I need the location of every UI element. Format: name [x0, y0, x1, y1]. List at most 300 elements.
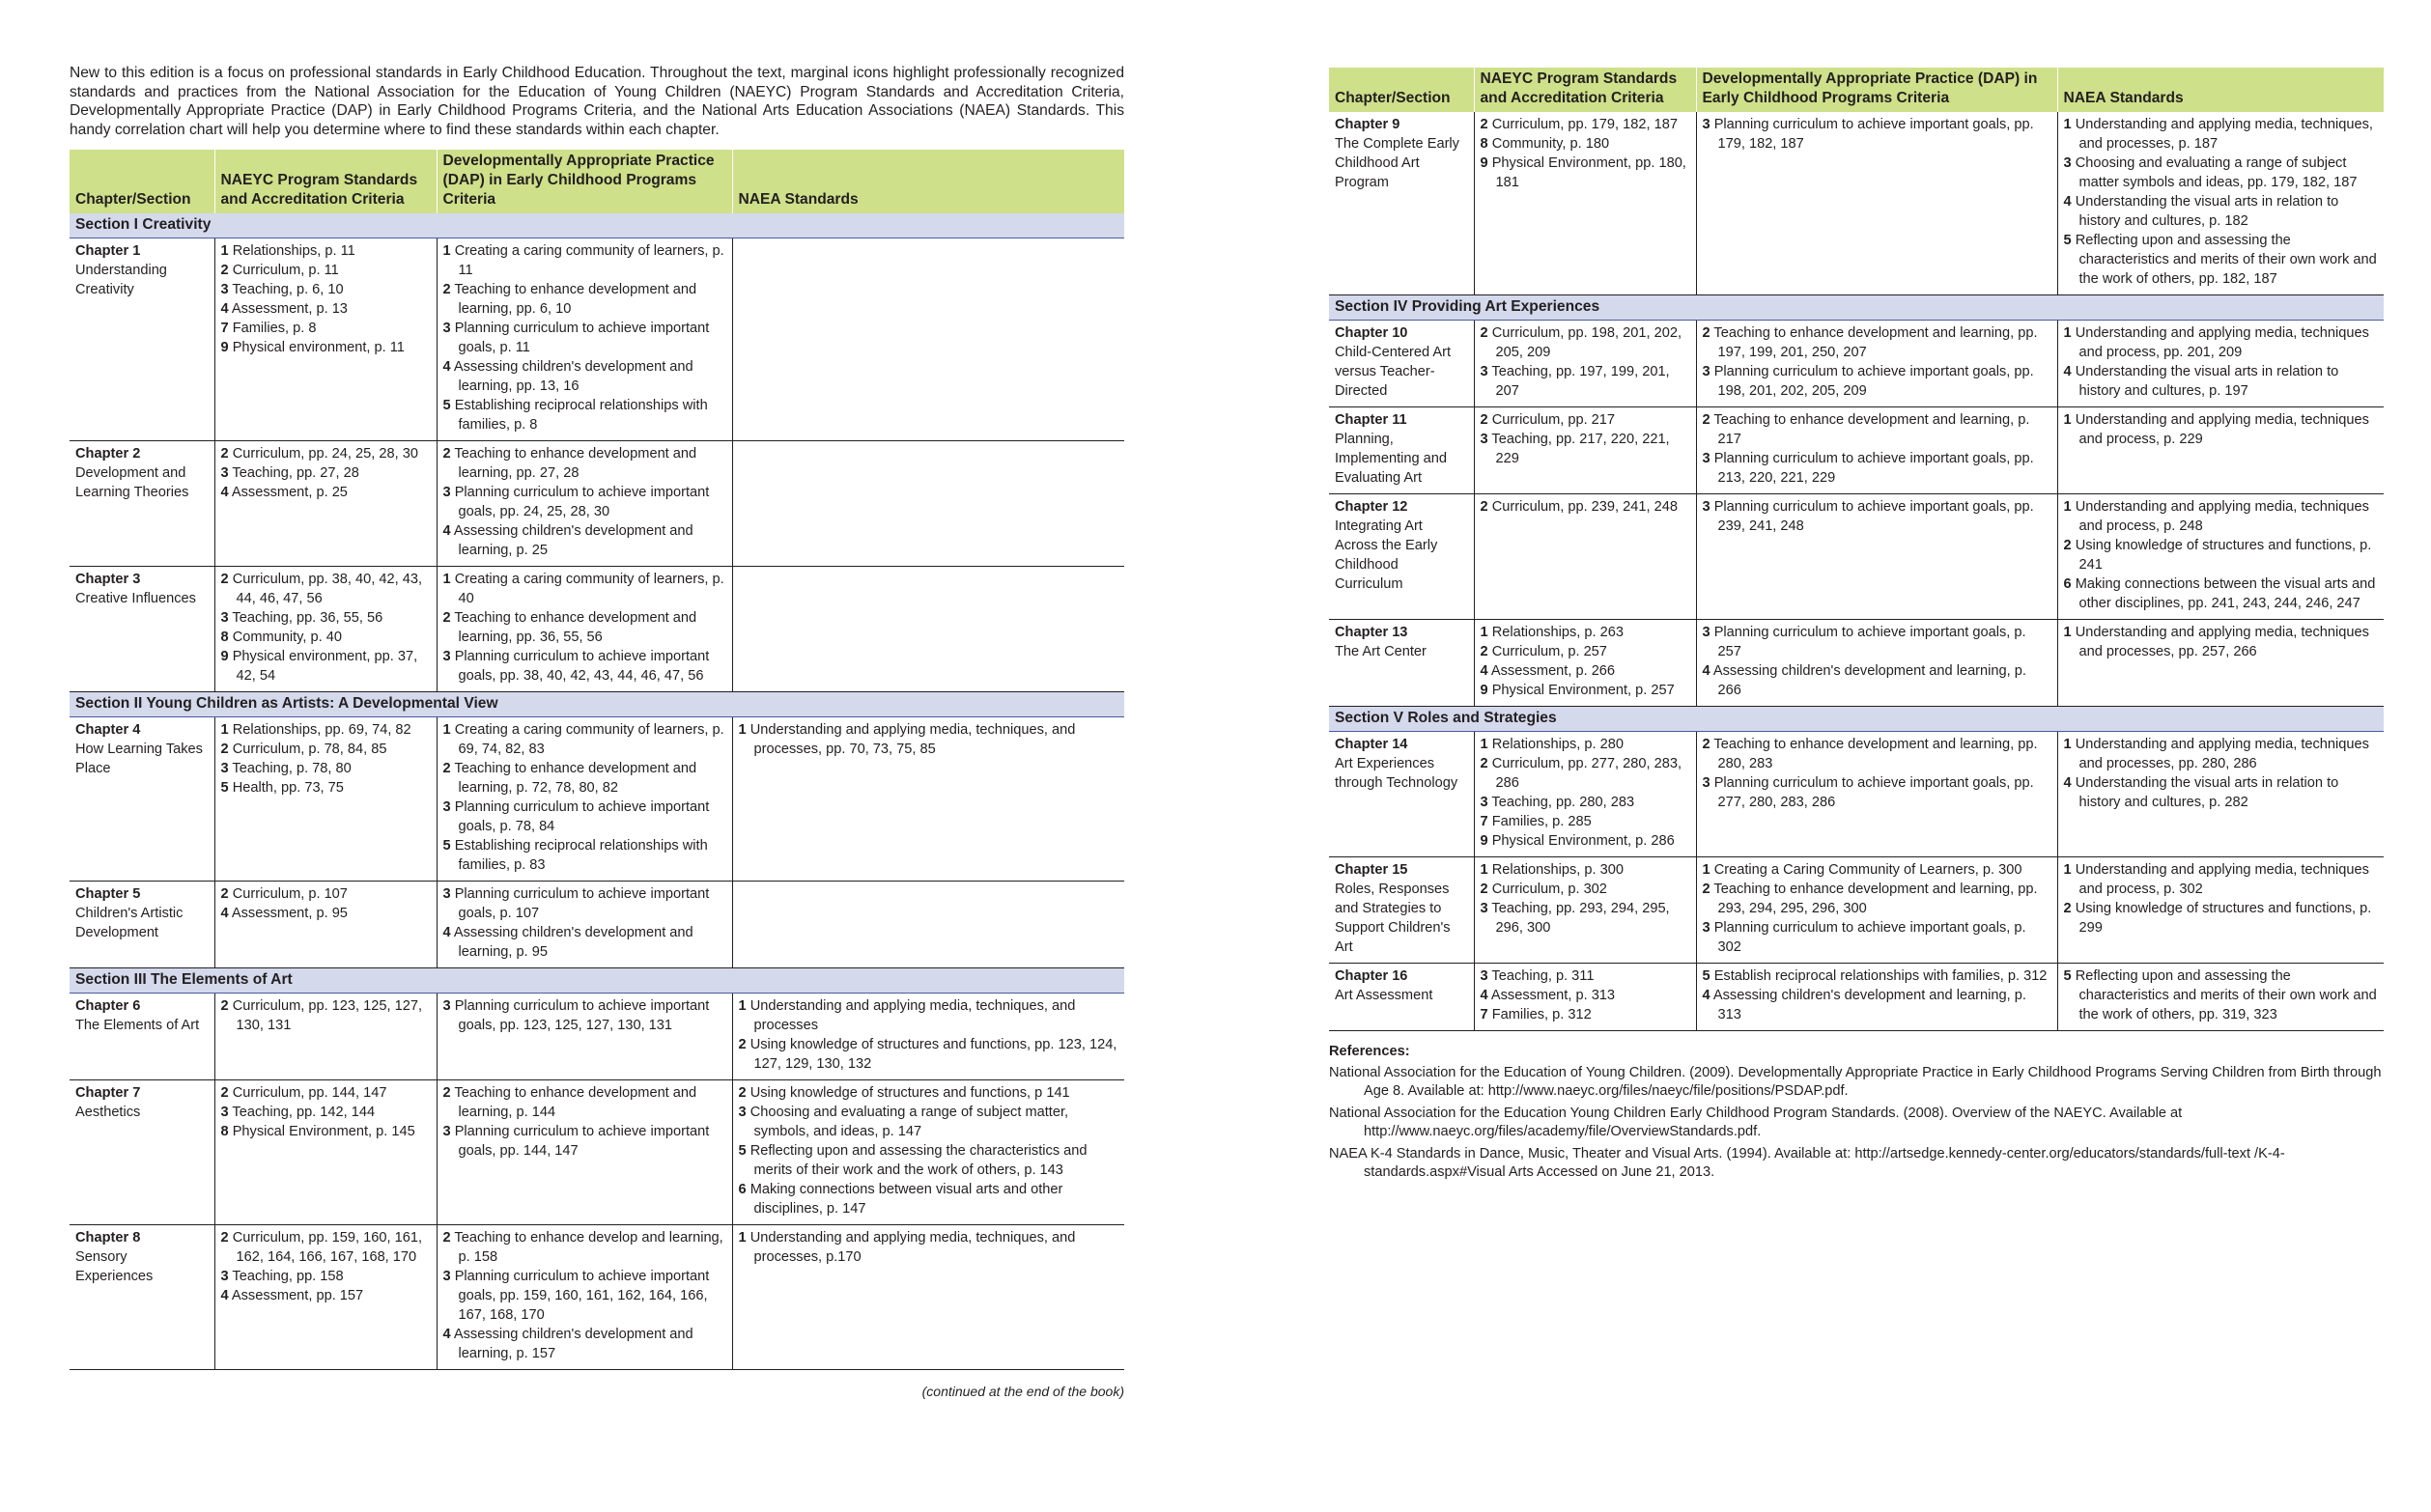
- standard-text: Planning curriculum to achieve important goals, p. 107: [454, 886, 710, 922]
- naeyc-cell: [214, 567, 437, 692]
- standard-number: 4: [1702, 663, 1710, 679]
- naea-cell: [732, 1225, 1124, 1370]
- standard-number: 3: [1480, 901, 1488, 916]
- standard-text: Understanding the visual arts in relation to history and cultures, p. 282: [2075, 775, 2339, 810]
- standard-number: 4: [2063, 775, 2072, 791]
- chapter-title: Creative Influences: [75, 591, 196, 607]
- standard-number: 9: [1480, 155, 1488, 171]
- table-row: [70, 717, 1124, 882]
- standard-number: 1: [1480, 862, 1488, 878]
- standard-number: 5: [442, 398, 451, 414]
- naeyc-cell: [214, 441, 437, 567]
- standard-item: [2064, 323, 2379, 362]
- standard-item: [739, 1083, 1119, 1103]
- chapter-title: Art Experiences through Technology: [1335, 756, 1458, 791]
- standard-text: Understanding and applying media, techniques, and processes: [749, 998, 1076, 1034]
- standard-number: 2: [738, 1037, 747, 1053]
- standard-number: 2: [2063, 538, 2072, 553]
- standard-number: 2: [220, 742, 229, 758]
- standard-item: [2064, 115, 2379, 154]
- chapter-number: Chapter 9: [1335, 117, 1400, 132]
- standard-item: [739, 1035, 1119, 1074]
- standard-item: [443, 720, 726, 759]
- standard-item: [2064, 536, 2379, 574]
- standard-number: 3: [1702, 499, 1710, 515]
- standard-item: [1481, 966, 1690, 986]
- standard-text: Planning curriculum to achieve important goals, pp. 144, 147: [454, 1124, 710, 1160]
- table-row: [1329, 964, 2384, 1031]
- standard-text: Relationships, pp. 69, 74, 82: [232, 722, 411, 739]
- naeyc-cell: [1474, 964, 1696, 1031]
- standard-item: [1481, 860, 1690, 880]
- standard-item: [221, 778, 431, 798]
- standard-item: [221, 463, 431, 483]
- standard-item: [2064, 574, 2379, 613]
- references-title: References:: [1329, 1044, 1410, 1059]
- standard-text: Using knowledge of structures and functions, pp. 123, 124, 127, 129, 130, 132: [749, 1037, 1117, 1073]
- standard-number: 4: [220, 906, 229, 922]
- standard-number: 2: [1480, 882, 1488, 897]
- standard-text: Understanding and applying media, techniques, and processes, p.170: [749, 1230, 1076, 1266]
- standard-number: 1: [2063, 862, 2072, 878]
- standard-text: Teaching to enhance development and learning, pp. 27, 28: [454, 446, 697, 482]
- standard-item: [2064, 860, 2379, 899]
- naea-cell: [2057, 964, 2384, 1031]
- standard-item: [2064, 410, 2379, 449]
- naeyc-cell: [1474, 494, 1696, 620]
- table-header-row: [70, 150, 1124, 213]
- chapter-cell: [70, 238, 214, 441]
- standard-number: 3: [442, 998, 451, 1015]
- standard-item: [1481, 134, 1690, 154]
- chapter-cell: [1329, 732, 1474, 857]
- standard-item: [221, 1103, 431, 1122]
- standard-text: Understanding and applying media, techniques, and processes, p. 187: [2075, 117, 2373, 152]
- standard-item: [443, 923, 726, 962]
- standard-text: Creating a caring community of learners, p. 11: [454, 243, 724, 279]
- standard-item: [221, 319, 431, 338]
- naeyc-cell: [1474, 732, 1696, 857]
- standard-text: Families, p. 312: [1491, 1007, 1592, 1022]
- standard-text: Planning curriculum to achieve important goals, p. 78, 84: [454, 799, 710, 835]
- standard-text: Relationships, p. 300: [1491, 862, 1624, 878]
- standard-text: Families, p. 285: [1491, 814, 1592, 829]
- naea-cell: [2057, 494, 2384, 620]
- standard-number: 3: [1480, 968, 1488, 984]
- table-header-row: [1329, 68, 2384, 112]
- standard-text: Understanding and applying media, techniques and process, pp. 201, 209: [2075, 325, 2369, 360]
- standard-number: 2: [220, 1085, 229, 1102]
- chapter-number: Chapter 2: [75, 446, 141, 462]
- standard-number: 2: [1480, 325, 1488, 341]
- standard-number: 8: [1480, 136, 1488, 152]
- section-label: Section III The Elements of Art: [70, 968, 1124, 994]
- standard-item: [2064, 362, 2379, 401]
- standard-text: Teaching to enhance development and learning, pp. 197, 199, 201, 250, 207: [1713, 325, 2038, 360]
- standard-text: Teaching to enhance development and learning, p. 217: [1713, 412, 2030, 447]
- standard-number: 3: [738, 1105, 747, 1121]
- standard-number: 4: [1480, 663, 1488, 679]
- chapter-number: Chapter 7: [75, 1085, 141, 1102]
- standard-text: Making connections between the visual arts and other disciplines, pp. 241, 243, 244, 246, 247: [2075, 576, 2376, 611]
- standard-item: [1481, 430, 1690, 468]
- standard-text: Curriculum, pp. 159, 160, 161, 162, 164, 166, 167, 168, 170: [232, 1230, 423, 1266]
- standard-item: [221, 720, 431, 740]
- naeyc-cell: [214, 1225, 437, 1370]
- standard-item: [443, 396, 726, 434]
- reference-item: National Association for the Education Young Children Early Childhood Program Standards. (2008). Overview of the NAEYC. Available at http://www.naeyc.org/files/academy/file/OverviewStandards.pdf.: [1329, 1106, 2183, 1139]
- standard-item: [1481, 642, 1690, 661]
- chapter-cell: [1329, 494, 1474, 620]
- standard-text: Understanding and applying media, techniques and processes, pp. 257, 266: [2075, 625, 2369, 659]
- standard-item: [1703, 115, 2051, 154]
- table-row: [70, 1225, 1124, 1370]
- standard-text: Curriculum, p. 257: [1491, 644, 1607, 659]
- dap-cell: [1696, 494, 2057, 620]
- chapter-cell: [1329, 964, 1474, 1031]
- chapter-title: Child-Centered Art versus Teacher-Directed: [1335, 345, 1452, 399]
- standard-text: Teaching, pp. 27, 28: [232, 465, 359, 482]
- standard-item: [443, 798, 726, 836]
- dap-cell: [437, 238, 732, 441]
- standard-number: 1: [738, 1230, 747, 1246]
- chapter-cell: [1329, 857, 1474, 964]
- standard-text: Teaching, pp. 142, 144: [232, 1105, 376, 1121]
- standard-text: Assessing children's development and learning, p. 95: [453, 925, 693, 961]
- standard-text: Families, p. 8: [232, 321, 317, 337]
- naea-cell: [732, 567, 1124, 692]
- table-row: [70, 441, 1124, 567]
- standard-item: [1481, 661, 1690, 681]
- standard-item: [1703, 362, 2051, 401]
- standard-number: 2: [1702, 325, 1710, 341]
- standard-text: Physical environment, pp. 37, 42, 54: [232, 649, 418, 685]
- standard-item: [1703, 918, 2051, 957]
- dap-cell: [1696, 620, 2057, 707]
- standard-number: 2: [220, 998, 229, 1015]
- standard-item: [2064, 966, 2379, 1024]
- correlation-table-left: [70, 150, 1124, 1370]
- standard-number: 3: [442, 649, 451, 665]
- standard-item: [2064, 231, 2379, 289]
- standard-number: 2: [738, 1085, 747, 1102]
- standard-item: [221, 740, 431, 759]
- standard-item: [2064, 497, 2379, 536]
- left-page: [70, 0, 1124, 1399]
- standard-text: Assessing children's development and learning, p. 266: [1712, 663, 2026, 698]
- naea-cell: [732, 1080, 1124, 1225]
- standard-item: [221, 647, 431, 686]
- dap-cell: [437, 717, 732, 882]
- standard-number: 4: [220, 1288, 229, 1304]
- table-row: [1329, 407, 2384, 494]
- standard-text: Reflecting upon and assessing the characteristics and merits of their own work and the work of others, pp. 182, 187: [2075, 233, 2377, 287]
- chapter-number: Chapter 15: [1335, 862, 1408, 878]
- chapter-number: Chapter 6: [75, 998, 141, 1015]
- standard-item: [443, 319, 726, 357]
- section-row: [70, 692, 1124, 717]
- standard-text: Using knowledge of structures and functions, p. 299: [2075, 901, 2372, 936]
- standard-number: 3: [1702, 625, 1710, 640]
- standard-item: [2064, 899, 2379, 938]
- standard-text: Teaching to enhance development and learning, p. 72, 78, 80, 82: [454, 761, 697, 797]
- standard-number: 2: [442, 446, 451, 462]
- standard-number: 3: [442, 886, 451, 903]
- standard-number: 3: [442, 485, 451, 501]
- standard-item: [221, 1228, 431, 1267]
- standard-number: 2: [1702, 882, 1710, 897]
- standard-number: 2: [442, 610, 451, 627]
- table-row: [70, 994, 1124, 1080]
- standard-number: 1: [738, 998, 747, 1015]
- standard-number: 4: [442, 523, 451, 540]
- standard-item: [443, 836, 726, 875]
- standard-text: Relationships, p. 11: [232, 243, 355, 260]
- dap-cell: [1696, 321, 2057, 407]
- standard-text: Planning curriculum to achieve important goals, p. 11: [454, 321, 710, 356]
- standard-text: Creating a Caring Community of Learners, p. 300: [1713, 862, 2022, 878]
- section-row: [1329, 295, 2384, 321]
- standard-number: 4: [1480, 988, 1488, 1003]
- standard-number: 1: [2063, 412, 2072, 428]
- standard-text: Creating a caring community of learners, p. 69, 74, 82, 83: [454, 722, 724, 758]
- standard-item: [1481, 880, 1690, 899]
- standard-item: [221, 299, 431, 319]
- standard-text: Teaching, p. 311: [1491, 968, 1595, 984]
- chapter-cell: [70, 717, 214, 882]
- standard-number: 4: [2063, 194, 2072, 210]
- section-row: [70, 968, 1124, 994]
- standard-text: Physical Environment, p. 286: [1491, 833, 1675, 849]
- standard-number: 3: [442, 1269, 451, 1285]
- standard-text: Curriculum, pp. 277, 280, 283, 286: [1491, 756, 1682, 791]
- standard-number: 3: [1702, 451, 1710, 466]
- standard-text: Planning curriculum to achieve important goals, pp. 198, 201, 202, 205, 209: [1713, 364, 2034, 399]
- standard-number: 2: [220, 1230, 229, 1246]
- standard-number: 2: [1480, 412, 1488, 428]
- standard-number: 5: [1702, 968, 1710, 984]
- standard-text: Planning curriculum to achieve important goals, p. 257: [1713, 625, 2026, 659]
- naeyc-cell: [214, 1080, 437, 1225]
- intro-paragraph: New to this edition is a focus on professional standards in Early Childhood Education. Throughout the text, marginal icons highlight professionally recognized standards and practices from the National Association for the Education of Young Children (NAEYC) Program Standards and Accreditation Criteria, Developmentally Appropriate Practice (DAP) in Early Childhood Programs Criteria, and the National Arts Education Associations (NAEA) Standards. This handy correlation chart will help you determine where to find these standards within each chapter.: [70, 65, 1124, 138]
- chapter-title: Planning, Implementing and Evaluating Art: [1335, 432, 1448, 486]
- section-label: Section IV Providing Art Experiences: [1329, 295, 2384, 321]
- standard-item: [1703, 661, 2051, 700]
- standard-text: Planning curriculum to achieve important goals, pp. 213, 220, 221, 229: [1713, 451, 2034, 486]
- standard-text: Relationships, p. 263: [1491, 625, 1624, 640]
- standard-text: Establish reciprocal relationships with families, p. 312: [1713, 968, 2048, 984]
- standard-item: [739, 1180, 1119, 1218]
- table-row: [70, 567, 1124, 692]
- standard-item: [443, 759, 726, 798]
- standard-number: 2: [1480, 644, 1488, 659]
- standard-text: Curriculum, p. 302: [1491, 882, 1607, 897]
- standard-number: 2: [1702, 412, 1710, 428]
- chapter-title: Art Assessment: [1335, 988, 1433, 1003]
- reference-list: [1329, 1064, 2384, 1182]
- table-body: [1329, 112, 2384, 1031]
- standard-number: 2: [220, 263, 229, 279]
- standard-number: 5: [220, 780, 229, 797]
- chapter-title: Roles, Responses and Strategies to Support Children's Art: [1335, 882, 1451, 955]
- naea-cell: [732, 441, 1124, 567]
- naea-cell: [2057, 321, 2384, 407]
- standard-item: [739, 1103, 1119, 1141]
- standard-text: Curriculum, p. 107: [232, 886, 348, 903]
- standard-item: [443, 521, 726, 560]
- reference-item: NAEA K-4 Standards in Dance, Music, Theater and Visual Arts. (1994). Available at: http://artsedge.kennedy-center.org/educators/standards/full-text /K-4-standards.aspx#Visual Arts Accessed on June 21, 2013.: [1329, 1146, 2285, 1180]
- standard-item: [443, 357, 726, 396]
- standard-item: [221, 996, 431, 1035]
- standard-number: 7: [220, 321, 229, 337]
- right-page: [1329, 0, 2384, 1186]
- chapter-title: Understanding Creativity: [75, 263, 167, 298]
- standard-text: Understanding the visual arts in relation to history and cultures, p. 182: [2075, 194, 2339, 229]
- standard-item: [1481, 1005, 1690, 1024]
- standard-item: [443, 1325, 726, 1363]
- dap-cell: [1696, 732, 2057, 857]
- correlation-table-right: [1329, 68, 2384, 1031]
- standard-text: Using knowledge of structures and functions, p 141: [749, 1085, 1070, 1102]
- standard-text: Curriculum, pp. 239, 241, 248: [1491, 499, 1678, 515]
- dap-cell: [437, 1225, 732, 1370]
- standard-item: [1481, 362, 1690, 401]
- chapter-cell: [70, 1080, 214, 1225]
- standard-text: Physical environment, p. 11: [232, 340, 405, 356]
- standard-text: Community, p. 40: [232, 630, 342, 646]
- header-chapter: Chapter/Section: [1329, 68, 1474, 112]
- standard-text: Using knowledge of structures and functions, p. 241: [2075, 538, 2372, 573]
- standard-item: [1481, 831, 1690, 851]
- naea-cell: [2057, 732, 2384, 857]
- header-dap: Developmentally Appropriate Practice (DAP) in Early Childhood Programs Criteria: [437, 150, 732, 213]
- standard-number: 5: [2063, 968, 2072, 984]
- table-row: [1329, 494, 2384, 620]
- standard-number: 1: [2063, 325, 2072, 341]
- standard-item: [1703, 986, 2051, 1024]
- standard-number: 4: [442, 925, 451, 941]
- standard-number: 1: [220, 722, 229, 739]
- standard-text: Relationships, p. 280: [1491, 737, 1624, 752]
- header-naeyc: NAEYC Program Standards and Accreditation Criteria: [214, 150, 437, 213]
- naea-cell: [732, 994, 1124, 1080]
- standard-item: [443, 444, 726, 483]
- standard-number: 9: [220, 649, 229, 665]
- standard-number: 1: [442, 572, 451, 588]
- standard-text: Teaching to enhance development and learning, pp. 280, 283: [1713, 737, 2038, 771]
- standard-item: [221, 241, 431, 261]
- standard-text: Reflecting upon and assessing the characteristics and merits of their work and the work of others, p. 143: [749, 1143, 1088, 1179]
- section-row: [70, 213, 1124, 238]
- standard-text: Planning curriculum to achieve important goals, pp. 239, 241, 248: [1713, 499, 2034, 534]
- standard-number: 3: [220, 1105, 229, 1121]
- standard-number: 3: [220, 761, 229, 777]
- standard-text: Teaching, pp. 280, 283: [1491, 795, 1635, 810]
- standard-text: Curriculum, pp. 123, 125, 127, 130, 131: [232, 998, 423, 1034]
- standard-text: Establishing reciprocal relationships with families, p. 8: [454, 398, 708, 434]
- chapter-number: Chapter 13: [1335, 625, 1408, 640]
- standard-text: Curriculum, pp. 24, 25, 28, 30: [232, 446, 418, 462]
- standard-item: [443, 1122, 726, 1161]
- chapter-number: Chapter 16: [1335, 968, 1408, 984]
- standard-text: Teaching to enhance development and learning, pp. 36, 55, 56: [454, 610, 697, 646]
- standard-number: 2: [442, 1230, 451, 1246]
- standard-number: 3: [1702, 775, 1710, 791]
- standard-item: [739, 1141, 1119, 1180]
- standard-item: [443, 996, 726, 1035]
- standard-text: Planning curriculum to achieve important goals, pp. 38, 40, 42, 43, 44, 46, 47, 56: [454, 649, 710, 685]
- standard-number: 6: [738, 1182, 747, 1198]
- standard-number: 2: [1480, 499, 1488, 515]
- chapter-title: How Learning Takes Place: [75, 742, 203, 777]
- standard-number: 2: [220, 886, 229, 903]
- dap-cell: [437, 567, 732, 692]
- standard-item: [1703, 323, 2051, 362]
- standard-item: [443, 1267, 726, 1325]
- table-row: [1329, 857, 2384, 964]
- table-row: [70, 1080, 1124, 1225]
- standard-number: 3: [1702, 364, 1710, 379]
- standard-item: [1703, 497, 2051, 536]
- standard-number: 3: [1480, 364, 1488, 379]
- standard-item: [221, 628, 431, 647]
- standard-text: Teaching, p. 6, 10: [232, 282, 344, 298]
- dap-cell: [1696, 857, 2057, 964]
- naeyc-cell: [214, 882, 437, 968]
- standard-text: Reflecting upon and assessing the characteristics and merits of their own work and the work of others, pp. 319, 323: [2075, 968, 2377, 1022]
- standard-number: 5: [2063, 233, 2072, 248]
- standard-item: [1703, 966, 2051, 986]
- standard-item: [739, 720, 1119, 759]
- standard-item: [221, 1267, 431, 1286]
- section-label: Section I Creativity: [70, 213, 1124, 238]
- standard-number: 2: [1702, 737, 1710, 752]
- table-row: [1329, 112, 2384, 295]
- standard-text: Physical Environment, p. 257: [1491, 683, 1675, 698]
- naea-cell: [732, 238, 1124, 441]
- standard-number: 9: [1480, 833, 1488, 849]
- standard-item: [221, 261, 431, 280]
- section-label: Section V Roles and Strategies: [1329, 707, 2384, 732]
- chapter-cell: [70, 882, 214, 968]
- standard-item: [1481, 735, 1690, 754]
- standard-text: Curriculum, pp. 38, 40, 42, 43, 44, 46, 47, 56: [232, 572, 422, 607]
- naea-cell: [2057, 112, 2384, 295]
- standard-number: 3: [1702, 920, 1710, 936]
- standard-text: Understanding and applying media, techniques, and processes, pp. 70, 73, 75, 85: [749, 722, 1076, 758]
- standard-item: [1703, 410, 2051, 449]
- standard-item: [1481, 812, 1690, 831]
- standard-item: [1703, 623, 2051, 661]
- standard-item: [221, 884, 431, 904]
- header-dap: Developmentally Appropriate Practice (DAP) in Early Childhood Programs Criteria: [1696, 68, 2057, 112]
- standard-number: 9: [1480, 683, 1488, 698]
- naea-cell: [2057, 620, 2384, 707]
- table-row: [1329, 321, 2384, 407]
- standard-text: Assessment, p. 25: [231, 485, 348, 501]
- chapter-title: Sensory Experiences: [75, 1249, 154, 1285]
- standard-number: 1: [220, 243, 229, 260]
- standard-item: [443, 608, 726, 647]
- standard-number: 2: [442, 282, 451, 298]
- standard-item: [739, 996, 1119, 1035]
- naeyc-cell: [214, 994, 437, 1080]
- chapter-number: Chapter 1: [75, 243, 141, 260]
- standard-item: [1481, 899, 1690, 938]
- standard-item: [443, 647, 726, 686]
- standard-item: [1481, 623, 1690, 642]
- standard-number: 8: [220, 1124, 229, 1140]
